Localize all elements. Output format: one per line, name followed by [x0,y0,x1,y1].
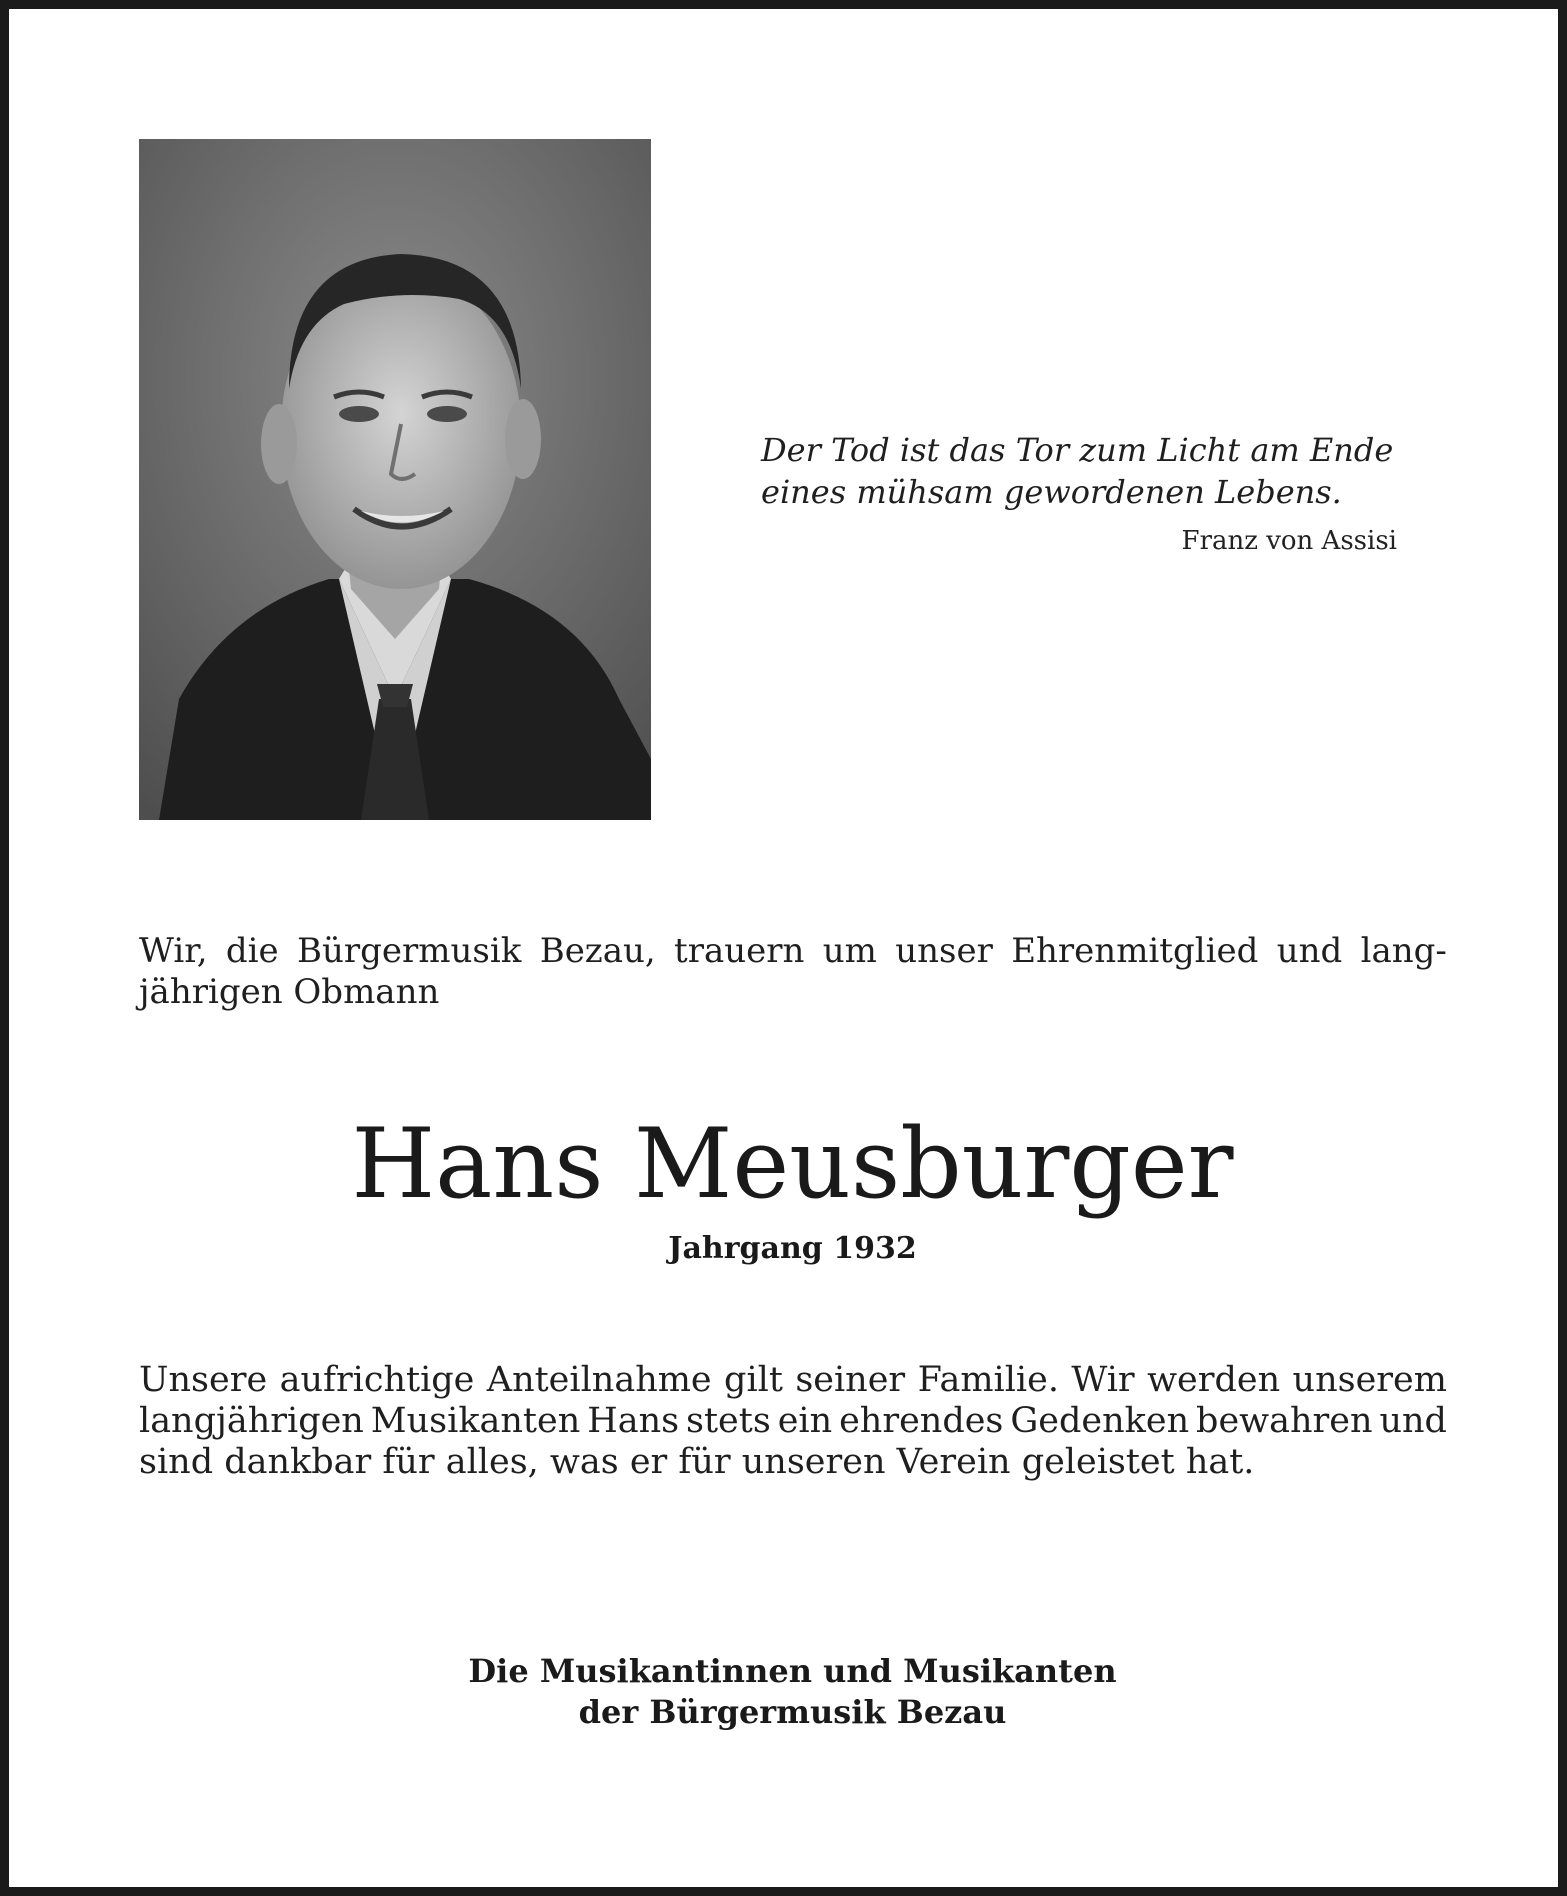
intro-line: jährigen Obmann [139,972,440,1012]
condolence-word: und [1379,1401,1447,1441]
condolence-word: Familie. [917,1360,1059,1400]
deceased-name: Hans Meusburger [351,1108,1234,1220]
intro-word: Bezau, [539,931,656,971]
quote-author: Franz von Assisi [1181,526,1397,556]
condolence-word: aufrichtige [279,1360,475,1400]
intro-line [139,931,1447,972]
condolence-word: langjährigen [139,1401,364,1441]
condolence-line: sind dankbar für alles, was er für unseren Verein geleistet hat. [139,1442,1255,1482]
condolence-word: ehrendes [839,1401,1004,1441]
condolence-word: gilt [724,1360,783,1400]
quote-block [761,429,1401,556]
condolence-word: seiner [795,1360,906,1400]
quote-line: Der Tod ist das Tor zum Licht am Ende [761,431,1394,469]
intro-word: Ehrenmitglied [1011,931,1259,971]
condolence-word: Musikanten [370,1401,581,1441]
condolence-line [139,1401,1447,1442]
intro-word: trauern [674,931,805,971]
condolence-paragraph [139,1360,1447,1483]
condolence-word: werden [1147,1360,1281,1400]
intro-word: Bürgermusik [297,931,522,971]
condolence-word: ein [777,1401,833,1441]
intro-paragraph [139,931,1447,1013]
quote-line: eines mühsam gewordenen Lebens. [761,473,1342,511]
condolence-line [139,1360,1447,1401]
condolence-word: Unsere [139,1360,268,1400]
signature-line: Die Musikantinnen und Musikanten [468,1652,1117,1690]
intro-word: um [822,931,877,971]
condolence-word: unserem [1292,1360,1447,1400]
condolence-word: stets [686,1401,771,1441]
condolence-word: bewahren [1196,1401,1373,1441]
birth-year: Jahrgang 1932 [668,1231,917,1266]
intro-word: Wir, [139,931,208,971]
signature-line: der Bürgermusik Bezau [578,1693,1007,1731]
condolence-word: Wir [1071,1360,1135,1400]
intro-word: und [1276,931,1343,971]
condolence-word: Hans [587,1401,680,1441]
condolence-word: Anteilnahme [486,1360,712,1400]
portrait-photo [139,139,651,820]
signature-block [9,1651,1567,1733]
portrait-icon [139,139,651,820]
intro-word: die [225,931,279,971]
intro-word: unser [895,931,993,971]
condolence-word: Gedenken [1010,1401,1190,1441]
intro-word: lang- [1360,931,1447,971]
